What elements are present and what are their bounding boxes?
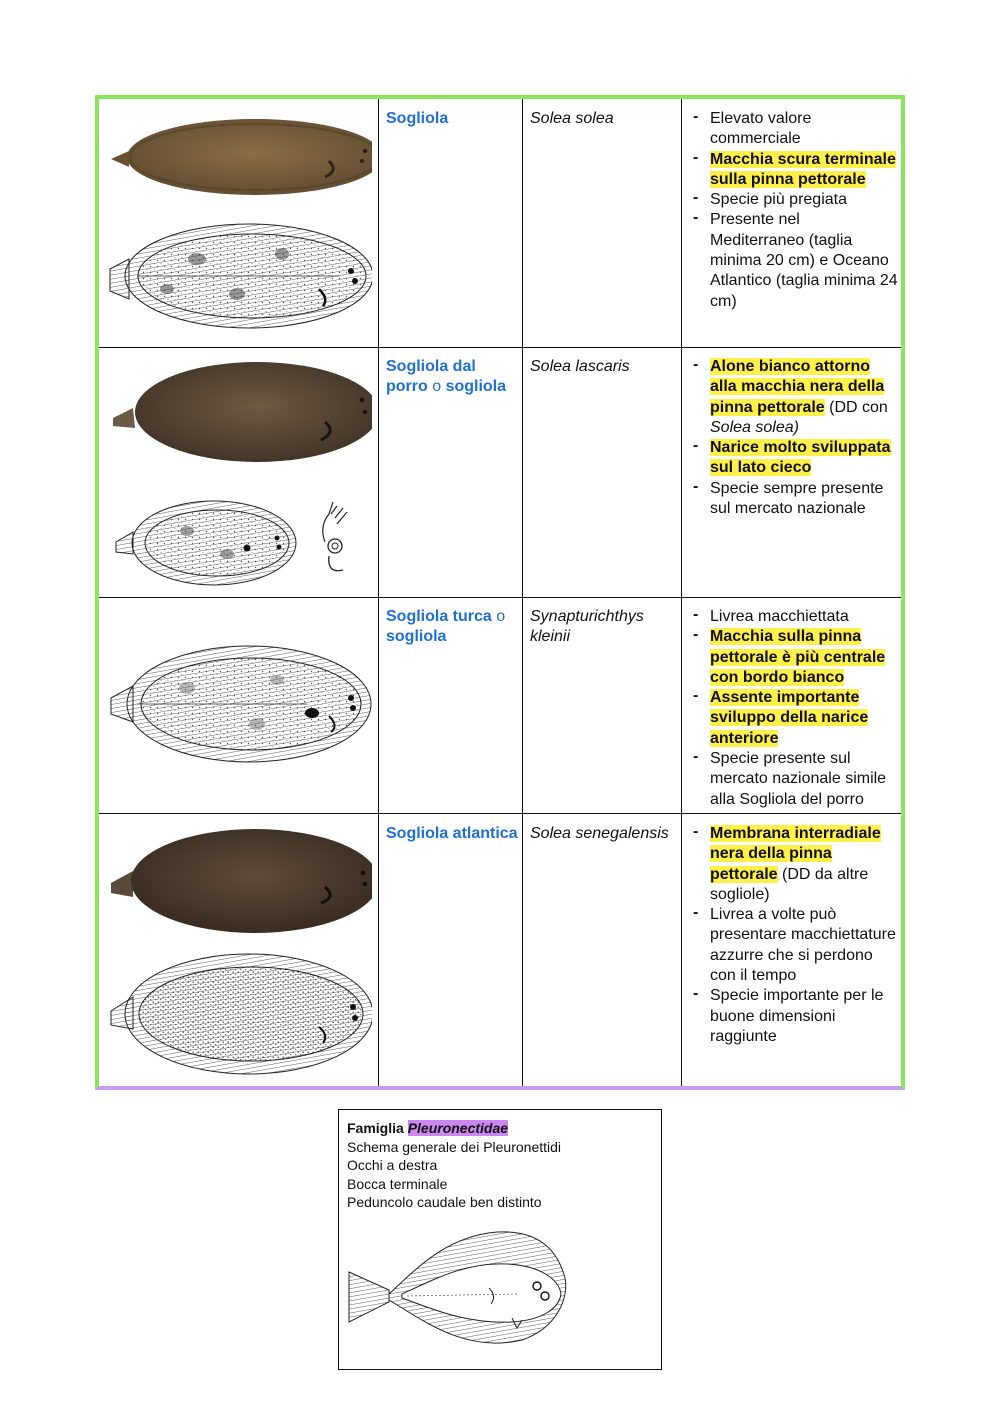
sole-photo-and-drawing: [107, 821, 372, 1083]
common-name-cell: [386, 824, 518, 844]
feature-item: - Assente importante sviluppo della narice anteriore: [686, 688, 898, 749]
scientific-name: Solea senegalensis: [530, 825, 669, 842]
feature-item: - Elevato valore commerciale: [686, 109, 898, 150]
common-name-cell: [386, 109, 518, 129]
common-name-cell: [386, 357, 518, 398]
sole-drawing: [116, 501, 347, 585]
common-name: Sogliola turca: [386, 608, 492, 625]
sole-photo: [113, 362, 372, 462]
sole-photo: [111, 119, 372, 195]
feature-item: - Presente nel Mediterraneo (taglia minima 20 cm) e Oceano Atlantico (taglia minima 24 cm): [686, 210, 898, 311]
scientific-name: Solea solea: [530, 110, 614, 127]
features-cell: [686, 109, 898, 312]
table-row: [99, 815, 901, 1090]
common-name: Sogliola atlantica: [386, 825, 518, 842]
common-name: sogliola: [386, 628, 447, 646]
feature-item: - Specie importante per le buone dimensioni raggiunte: [686, 986, 898, 1047]
scientific-name: Solea lascaris: [530, 358, 630, 375]
family-line: Bocca terminale: [347, 1175, 448, 1192]
feature-item: - Livrea a volte può presentare macchiettature azzurre che si perdono con il tempo: [686, 905, 898, 986]
table-row: [99, 598, 901, 814]
features-cell: [686, 607, 898, 810]
common-name: Sogliola: [386, 110, 449, 127]
feature-item: - Macchia scura terminale sulla pinna pettorale: [686, 150, 898, 191]
sole-photo-and-drawing: [107, 356, 372, 592]
feature-item: - Macchia sulla pinna pettorale è più centrale con bordo bianco: [686, 627, 898, 688]
feature-item: - Narice molto sviluppata sul lato cieco: [686, 438, 898, 479]
features-cell: [686, 357, 898, 519]
feature-item: - Livrea macchiettata: [686, 607, 898, 627]
feature-item: - Alone bianco attorno alla macchia nera della pinna pettorale (DD con Solea solea): [686, 357, 898, 438]
sole-photo: [111, 829, 372, 933]
sole-drawing: [107, 640, 372, 770]
table-row: [99, 99, 901, 347]
feature-item: - Specie più pregiata: [686, 190, 898, 210]
sole-photo-and-drawing: [107, 109, 372, 341]
common-name-cell: [386, 607, 518, 648]
family-line: Peduncolo caudale ben distinto: [347, 1194, 542, 1210]
scientific-name: Synapturichthys kleinii: [530, 608, 644, 646]
common-name: Sogliola dal porro: [386, 358, 476, 396]
sole-drawing: [111, 954, 372, 1074]
name-connector: o: [432, 378, 442, 396]
features-cell: [686, 824, 898, 1047]
flounder-drawing: [347, 1228, 572, 1353]
feature-item: - Membrana interradiale nera della pinna pettorale (DD da altre sogliole): [686, 824, 898, 905]
feature-item: - Specie presente sul mercato nazionale simile alla Sogliola del porro: [686, 749, 898, 810]
common-name: sogliola: [445, 378, 507, 396]
family-line: Occhi a destra: [347, 1157, 438, 1173]
species-table: [95, 95, 905, 1090]
feature-item: - Specie sempre presente sul mercato nazionale: [686, 479, 898, 520]
family-box: [338, 1109, 662, 1370]
name-connector: o: [496, 608, 506, 625]
family-line: Schema generale dei Pleuronettidi: [347, 1138, 562, 1155]
family-heading: Famiglia Pleuronectidae: [347, 1120, 509, 1136]
sole-drawing: [110, 224, 372, 328]
table-row: [99, 348, 901, 597]
